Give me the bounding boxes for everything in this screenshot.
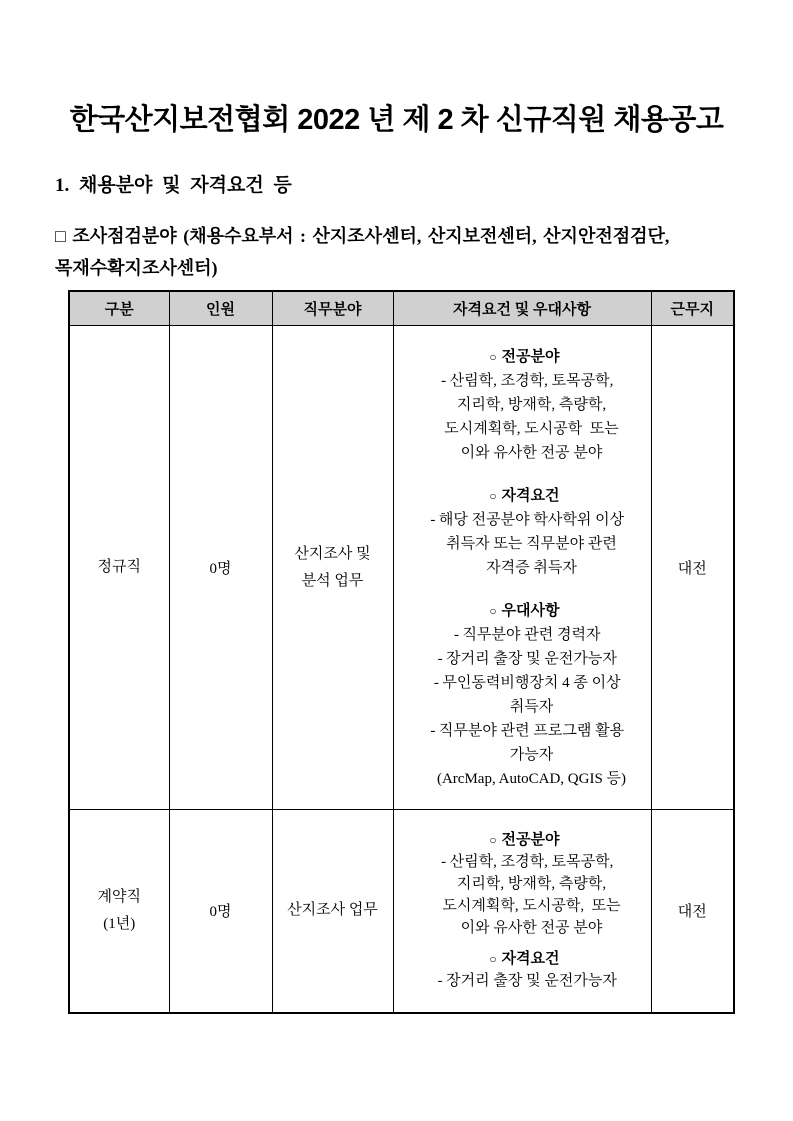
qualification-line-text: 자격증 취득자 — [486, 559, 577, 576]
qualification-line — [394, 767, 651, 791]
dash-bullet: - — [441, 372, 447, 389]
duty-line: 산지조사 업무 — [287, 902, 378, 919]
dash-bullet: - — [437, 973, 443, 990]
cell-duty — [272, 326, 393, 810]
qualification-line-text: 장거리 출장 및 운전가능자 — [446, 650, 617, 667]
col-header-location: 근무지 — [651, 291, 734, 326]
circle-bullet: ○ — [489, 349, 497, 364]
qualification-line-text: (ArcMap, AutoCAD, QGIS 등) — [436, 770, 627, 787]
table-row-regular — [69, 326, 734, 810]
dash-bullet: - — [437, 650, 443, 667]
subsection-heading-line1: □ 조사점검분야 (채용수요부서 : 산지조사센터, 산지보전센터, 산지안전점검단, — [55, 226, 670, 246]
qualification-section — [394, 345, 651, 465]
category-label: 정규직 — [97, 559, 141, 575]
qualification-line — [394, 743, 651, 767]
duty-line: 분석 업무 — [301, 572, 364, 589]
cell-duty — [272, 810, 393, 1013]
qualification-line — [394, 695, 651, 719]
qualification-line — [394, 623, 651, 647]
subsection-heading — [55, 220, 760, 284]
qualification-line-text: 도시계획학, 도시공학 또는 — [444, 420, 619, 437]
qualification-line — [394, 417, 651, 441]
qualification-section — [394, 599, 651, 791]
qualification-section-title — [394, 484, 651, 508]
qualification-line-text: 지리학, 방재학, 측량학, — [456, 876, 607, 893]
qualification-line-text: 장거리 출장 및 운전가능자 — [446, 973, 617, 990]
qualification-line-text: 무인동력비행장치 4 종 이상 — [442, 674, 621, 691]
qualification-section — [394, 829, 651, 939]
qualification-line-text: 직무분야 관련 경력자 — [462, 626, 601, 643]
duty-line: 산지조사 및 — [294, 545, 371, 562]
section-heading: 1. 채용분야 및 자격요건 등 — [55, 175, 292, 196]
cell-location: 대전 — [651, 326, 734, 810]
qualification-line — [394, 970, 651, 992]
qualification-section — [394, 948, 651, 992]
qualification-section-title — [394, 599, 651, 623]
col-header-category: 구분 — [69, 291, 169, 326]
cell-category — [69, 326, 169, 810]
qualification-section-label: 전공분야 — [501, 832, 560, 849]
cell-headcount: 0명 — [169, 810, 272, 1013]
qualification-section-label: 자격요건 — [501, 951, 560, 968]
qualification-section-title — [394, 948, 651, 970]
circle-bullet: ○ — [489, 603, 497, 618]
qualification-line-text: 직무분야 관련 프로그램 활용 — [438, 722, 625, 739]
col-header-duty: 직무분야 — [272, 291, 393, 326]
circle-bullet: ○ — [489, 952, 497, 967]
cell-headcount: 0명 — [169, 326, 272, 810]
qualification-line-text: 이와 유사한 전공 분야 — [460, 444, 603, 461]
circle-bullet: ○ — [489, 488, 497, 503]
qualification-line — [394, 671, 651, 695]
qualification-line — [394, 917, 651, 939]
dash-bullet: - — [430, 511, 436, 528]
qualification-line — [394, 719, 651, 743]
cell-category — [69, 810, 169, 1013]
dash-bullet: - — [454, 626, 460, 643]
qualification-section-label: 전공분야 — [501, 348, 560, 365]
qualification-line — [394, 532, 651, 556]
qualification-line — [394, 441, 651, 465]
dash-bullet: - — [433, 674, 439, 691]
qualification-line — [394, 369, 651, 393]
dash-bullet: - — [441, 854, 447, 871]
qualification-line — [394, 556, 651, 580]
table-row-contract — [69, 810, 734, 1013]
category-label: 계약직 — [97, 888, 141, 905]
circle-bullet: ○ — [489, 833, 497, 848]
qualification-line-text: 산림학, 조경학, 토목공학, — [449, 372, 614, 389]
cell-qualifications — [393, 810, 651, 1013]
qualification-section — [394, 484, 651, 580]
qualification-line-text: 산림학, 조경학, 토목공학, — [449, 854, 614, 871]
category-sublabel: (1년) — [103, 915, 136, 932]
qualification-line — [394, 647, 651, 671]
table-header-row — [69, 291, 734, 326]
qualification-section-label: 우대사항 — [501, 602, 560, 619]
col-header-headcount: 인원 — [169, 291, 272, 326]
qualification-section-label: 자격요건 — [501, 487, 560, 504]
recruitment-table — [68, 290, 735, 1014]
qualification-line — [394, 895, 651, 917]
document-title: 한국산지보전협회 2022 년 제 2 차 신규직원 채용공고 — [69, 104, 724, 136]
col-header-qualifications: 자격요건 및 우대사항 — [393, 291, 651, 326]
qualification-line-text: 가능자 — [509, 746, 554, 763]
cell-qualifications — [393, 326, 651, 810]
cell-location: 대전 — [651, 810, 734, 1013]
qualification-list — [394, 345, 651, 791]
qualification-section-title — [394, 345, 651, 369]
qualification-line — [394, 851, 651, 873]
dash-bullet: - — [430, 722, 436, 739]
qualification-line-text: 취득자 또는 직무분야 관련 — [446, 535, 617, 552]
qualification-line — [394, 873, 651, 895]
subsection-heading-line2: 목재수확지조사센터) — [55, 258, 218, 278]
qualification-line-text: 지리학, 방재학, 측량학, — [456, 396, 607, 413]
qualification-line-text: 해당 전공분야 학사학위 이상 — [438, 511, 625, 528]
qualification-line — [394, 508, 651, 532]
qualification-list — [394, 829, 651, 992]
qualification-line-text: 취득자 — [509, 698, 554, 715]
qualification-line — [394, 393, 651, 417]
qualification-line-text: 도시계획학, 도시공학, 또는 — [442, 898, 621, 915]
qualification-section-title — [394, 829, 651, 851]
qualification-line-text: 이와 유사한 전공 분야 — [460, 920, 603, 937]
